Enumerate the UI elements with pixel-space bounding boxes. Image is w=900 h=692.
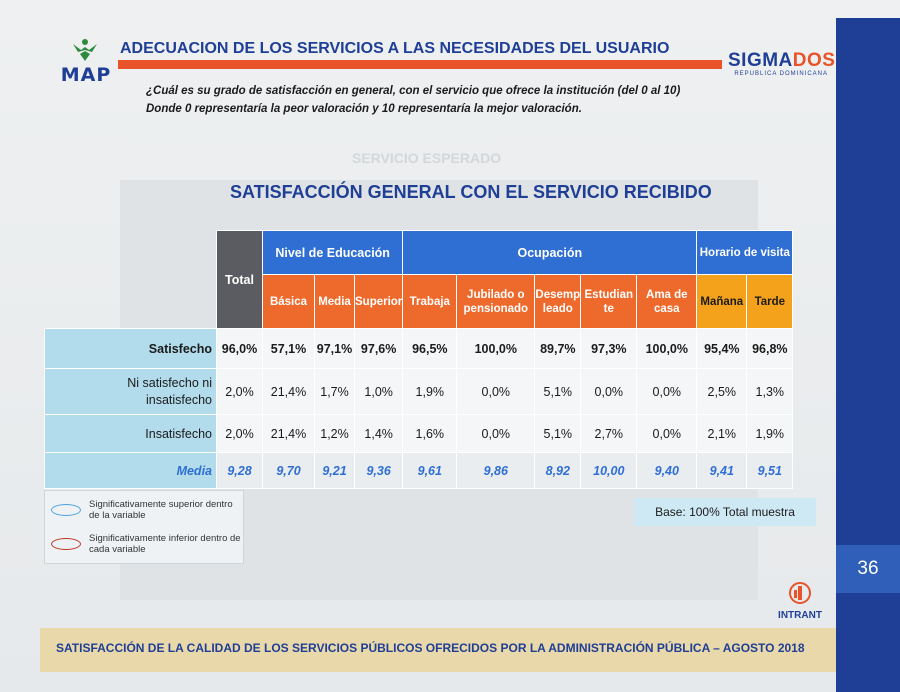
chart-title: SATISFACCIÓN GENERAL CON EL SERVICIO RECIBIDO [230,182,712,202]
cell: 96,8% [747,329,793,369]
cell: 21,4% [263,369,315,415]
sigmados-logo-sub: REPUBLICA DOMINICANA [734,71,828,77]
legend-item-inferior [51,533,243,555]
cell: 9,61 [403,453,457,489]
table-row [45,453,793,489]
cell: 57,1% [263,329,315,369]
table-row [45,329,793,369]
intrant-logo-text: INTRANT [778,610,822,621]
cell: 0,0% [637,369,697,415]
col-header: Tarde [747,275,793,329]
cell-total: 2,0% [217,415,263,453]
cell: 9,41 [697,453,747,489]
cell: 2,5% [697,369,747,415]
cell: 95,4% [697,329,747,369]
sigmados-logo [728,50,836,77]
cell: 97,3% [581,329,637,369]
cell: 1,7% [315,369,355,415]
cell: 5,1% [535,369,581,415]
cell: 89,7% [535,329,581,369]
footer-text: SATISFACCIÓN DE LA CALIDAD DE LOS SERVICIOS PÚBLICOS OFRECIDOS POR LA ADMINISTRACIÓN PÚBLICA – AGOSTO 2018 [56,641,805,655]
row-label: Ni satisfecho ni insatisfecho [45,369,217,415]
cell: 1,6% [403,415,457,453]
cell-total: 96,0% [217,329,263,369]
col-header: Mañana [697,275,747,329]
cell: 1,3% [747,369,793,415]
table-corner [45,231,217,329]
cell: 0,0% [457,415,535,453]
col-header: Jubilado o pensionado [457,275,535,329]
cell: 97,1% [315,329,355,369]
cell-total: 9,28 [217,453,263,489]
cell: 9,36 [355,453,403,489]
cell: 9,70 [263,453,315,489]
blue-ellipse-icon [51,504,81,516]
map-logo [58,38,114,90]
col-header: Media [315,275,355,329]
legend-label-inferior: Significativamente inferior dentro de cada variable [89,533,241,555]
intrant-logo-icon [789,582,811,604]
col-total-header: Total [217,231,263,329]
base-note: Base: 100% Total muestra [634,498,816,526]
cell: 9,86 [457,453,535,489]
cell: 100,0% [637,329,697,369]
cell: 9,21 [315,453,355,489]
legend-item-superior [51,499,243,521]
cell: 97,6% [355,329,403,369]
cell: 9,40 [637,453,697,489]
cell: 1,9% [747,415,793,453]
ghost-text: SERVICIO ESPERADO [352,150,502,166]
cell: 1,4% [355,415,403,453]
page-number: 36 [836,545,900,593]
cell: 96,5% [403,329,457,369]
cell: 9,51 [747,453,793,489]
table-row [45,369,793,415]
cell: 1,9% [403,369,457,415]
cell: 8,92 [535,453,581,489]
map-logo-icon [70,38,100,62]
cell: 100,0% [457,329,535,369]
slide-title: ADECUACION DE LOS SERVICIOS A LAS NECESIDADES DEL USUARIO [120,40,670,57]
row-label: Media [45,453,217,489]
intrant-logo [770,582,830,621]
title-underline [118,60,722,69]
legend-label-superior: Significativamente superior dentro de la variable [89,499,233,521]
col-header: Básica [263,275,315,329]
sigmados-logo-b: DOS [792,50,836,71]
satisfaction-table [44,230,793,489]
cell: 1,0% [355,369,403,415]
map-logo-text: MAP [60,64,112,86]
cell: 2,7% [581,415,637,453]
table-row [45,415,793,453]
red-ellipse-icon [51,538,81,550]
cell: 0,0% [581,369,637,415]
cell: 10,00 [581,453,637,489]
cell: 21,4% [263,415,315,453]
col-header: Trabaja [403,275,457,329]
legend [44,490,244,564]
row-label: Insatisfecho [45,415,217,453]
sigmados-logo-a: SIGMA [728,50,793,71]
survey-question: ¿Cuál es su grado de satisfacción en general, con el servicio que ofrece la institución (del 0 al 10) Donde 0 representaría la peor valoración y 10 representaría la mejor valoración. [146,85,681,115]
group-educacion: Nivel de Educación [263,231,403,275]
cell: 5,1% [535,415,581,453]
cell: 2,1% [697,415,747,453]
col-header: Ama de casa [637,275,697,329]
group-horario: Horario de visita [697,231,793,275]
group-ocupacion: Ocupación [403,231,697,275]
cell: 1,2% [315,415,355,453]
row-label: Satisfecho [45,329,217,369]
col-header: Desemp leado [535,275,581,329]
col-header: Estudian te [581,275,637,329]
cell-total: 2,0% [217,369,263,415]
col-header: Superior [355,275,403,329]
cell: 0,0% [457,369,535,415]
cell: 0,0% [637,415,697,453]
